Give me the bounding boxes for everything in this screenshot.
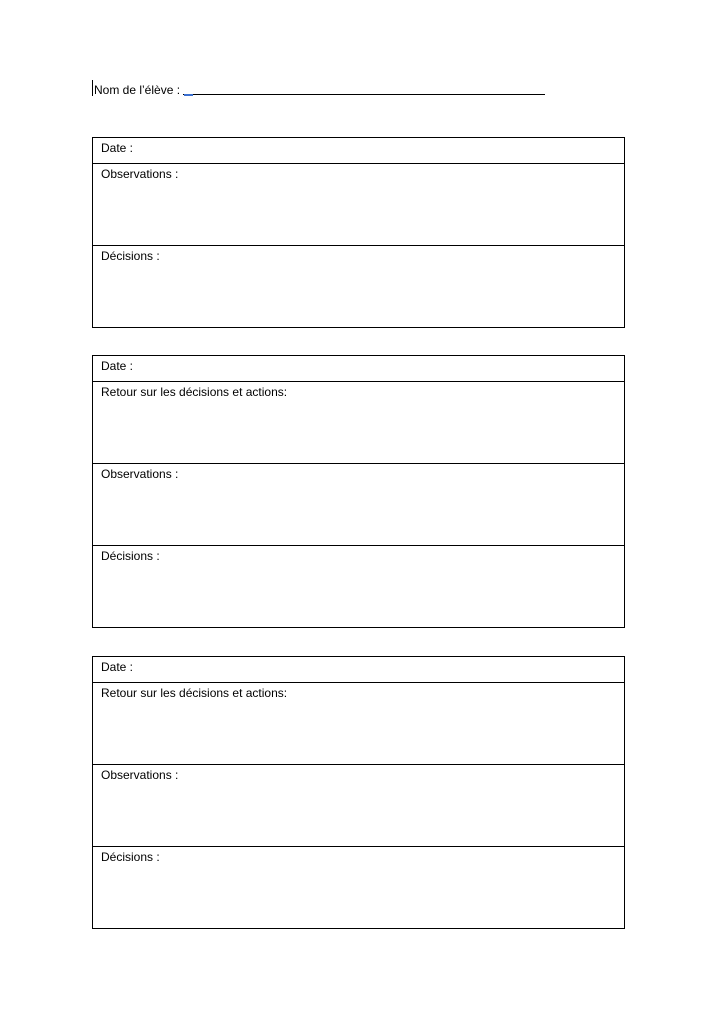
decisions-label: Décisions : (101, 850, 160, 864)
observations-cell[interactable] (93, 765, 625, 847)
observations-cell[interactable] (93, 464, 625, 546)
feedback-cell[interactable] (93, 382, 625, 464)
observations-label: Observations : (101, 167, 179, 181)
student-name-label: Nom de l’élève : (94, 83, 181, 97)
feedback-label: Retour sur les décisions et actions: (101, 385, 288, 399)
decisions-label: Décisions : (101, 549, 160, 563)
observation-table-2 (92, 355, 625, 628)
date-cell[interactable] (93, 356, 625, 382)
date-label: Date : (101, 141, 134, 155)
student-name-row (92, 80, 180, 98)
observation-table-3 (92, 656, 625, 929)
feedback-label: Retour sur les décisions et actions: (101, 686, 288, 700)
decisions-cell[interactable] (93, 847, 625, 929)
observations-label: Observations : (101, 467, 179, 481)
student-name-field[interactable] (183, 94, 545, 95)
date-cell[interactable] (93, 657, 625, 683)
feedback-cell[interactable] (93, 683, 625, 765)
observations-label: Observations : (101, 768, 179, 782)
observation-table-1 (92, 137, 625, 328)
date-cell[interactable] (93, 138, 625, 164)
decisions-cell[interactable] (93, 546, 625, 628)
decisions-label: Décisions : (101, 249, 160, 263)
input-cursor-marker (184, 94, 193, 96)
date-label: Date : (101, 359, 134, 373)
decisions-cell[interactable] (93, 246, 625, 328)
date-label: Date : (101, 660, 134, 674)
observations-cell[interactable] (93, 164, 625, 246)
